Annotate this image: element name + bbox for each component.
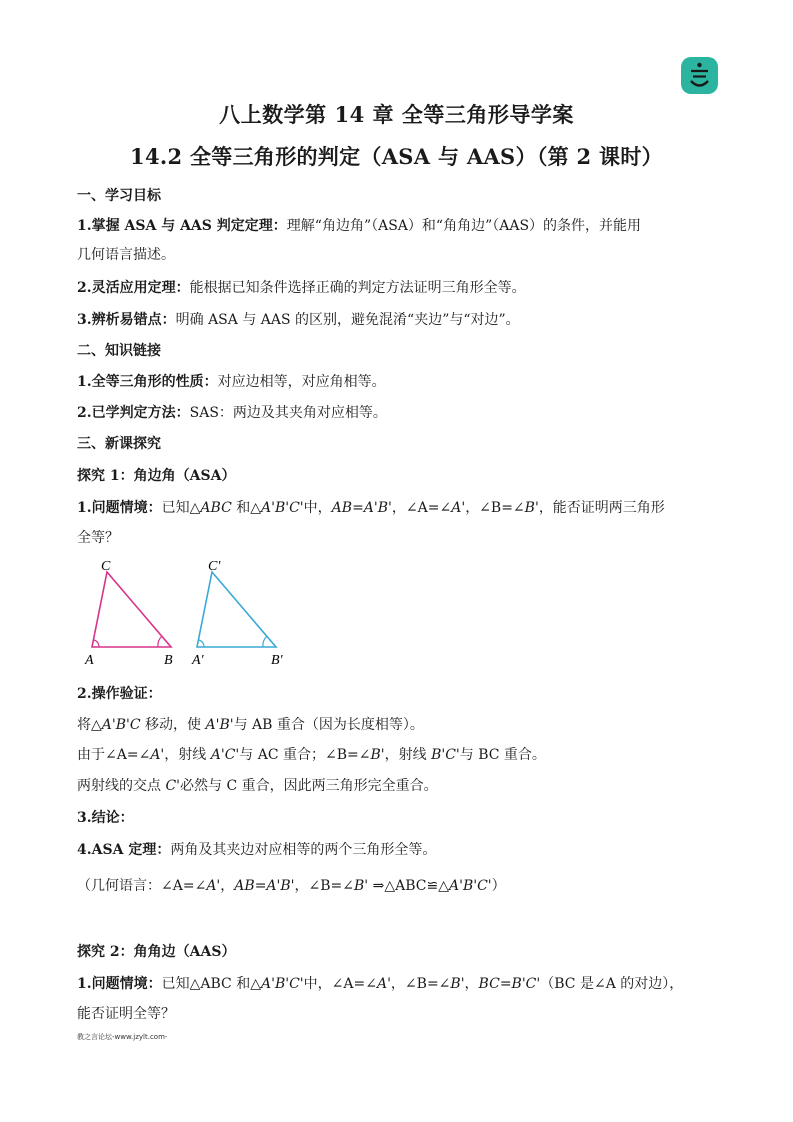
math: B' [450,976,465,992]
triangle-figure [80,556,300,671]
knowledge-2 [77,403,387,423]
math: A' [376,976,391,992]
triangle-abc-prime [197,572,276,647]
operation-1 [77,715,424,735]
goal-2-label: 2.灵活应用定理： [77,280,190,296]
text: 已知△ABC 和△ [161,976,261,992]
text: ，∠B=∠ [294,878,355,894]
math: A' [206,878,221,894]
text: = [499,976,512,992]
text: ） [491,878,506,894]
math: B'C' [431,747,460,763]
section-heading: 三、新课探究 [77,436,161,452]
section-heading: 一、学习目标 [77,188,161,204]
math: A' [451,500,466,516]
doc-subtitle: 14.2 全等三角形的判定（ASA 与 AAS）（第 2 课时） [130,144,663,169]
question-1-cont: 全等？ [77,530,119,546]
math: B' [524,500,539,516]
math: B'C' [511,976,541,992]
text: 必然与 C 重合，因此两三角形完全重合。 [180,778,438,794]
text: 将△ [77,717,102,733]
explore-2-title: 探究 2：角角边（AAS） [77,944,236,960]
knowledge-1-text: 对应边相等，对应角相等。 [217,374,386,390]
math: B' [370,747,385,763]
asa-theorem [77,840,436,860]
knowledge-2-text: SAS：两边及其夹角对应相等。 [189,405,387,421]
text: 已知△ [161,500,201,516]
text: ，∠A=∠ [391,500,452,516]
text: ， [464,976,479,992]
goal-1-label: 1.掌握 ASA 与 AAS 判定定理： [77,218,287,234]
math: A'B'C' [261,500,304,516]
text: 两射线的交点 [77,778,166,794]
goal-2 [77,278,526,298]
label-a: A [85,653,94,668]
math: A' [150,747,165,763]
math: A'B'C' [260,976,304,992]
operation-label: 2.操作验证： [77,686,162,702]
question-2 [77,974,683,994]
math: C' [165,778,181,794]
math: A'C' [210,747,240,763]
math: A'B' [363,500,392,516]
triangle-abc [92,572,171,647]
text: 与 AB 重合（因为长度相等）。 [233,717,424,733]
label-b: B [164,653,173,668]
text: ，射线 [164,747,211,763]
angle-mark-a-prime [199,640,204,647]
text: 中，∠A=∠ [303,976,377,992]
math: AB [331,500,353,516]
question-2-cont: 能否证明全等？ [77,1006,175,1022]
footer-watermark: 教之言论坛-www.jzylt.com- [77,1033,168,1041]
goal-1-cont: 几何语言描述。 [77,247,175,263]
goal-1-text: 理解“角边角”（ASA）和“角角边”（AAS）的条件，并能用 [286,218,642,234]
text: 与 AC 重合；∠B=∠ [239,747,371,763]
goal-1 [77,216,641,236]
geometric-language [77,876,506,896]
logo-icon [681,57,718,94]
text: = [352,500,364,516]
math: AB [234,878,255,894]
angle-mark-b [158,636,162,647]
text: ，∠B=∠ [465,500,525,516]
text: 由于∠A=∠ [77,747,151,763]
knowledge-1 [77,372,386,392]
question-label: 1.问题情境： [77,976,162,992]
math: BC [478,976,500,992]
operation-2 [77,745,546,765]
label-a-prime: A′ [192,653,204,668]
math: A'B'C [101,717,141,733]
theorem-text: 两角及其夹边对应相等的两个三角形全等。 [170,842,437,858]
math: ABC [200,500,232,516]
label-b-prime: B′ [271,653,283,668]
conclusion-label: 3.结论： [77,810,134,826]
explore-1-title: 探究 1：角边角（ASA） [77,468,236,484]
math: B' [354,878,369,894]
question-1 [77,498,665,518]
operation-3 [77,776,438,796]
knowledge-2-label: 2.已学判定方法： [77,405,190,421]
goal-2-text: 能根据已知条件选择正确的判定方法证明三角形全等。 [189,280,526,296]
goal-3 [77,310,520,330]
text: ⇒△ABC≌△ [368,878,449,894]
text: 与 BC 重合。 [459,747,546,763]
text: = [254,878,267,894]
text: ，∠B=∠ [390,976,451,992]
angle-mark-a [94,640,99,647]
theorem-label: 4.ASA 定理： [77,842,171,858]
label-c-prime: C′ [208,559,221,574]
text: （BC 是∠A 的对边）， [540,976,684,992]
math: A'B' [205,717,234,733]
label-c: C [101,559,111,574]
question-label: 1.问题情境： [77,500,162,516]
text: （几何语言：∠A=∠ [77,878,207,894]
goal-3-label: 3.辨析易错点： [77,312,176,328]
knowledge-1-label: 1.全等三角形的性质： [77,374,218,390]
angle-mark-b-prime [263,636,267,647]
section-heading: 二、知识链接 [77,343,161,359]
goal-3-text: 明确 ASA 与 AAS 的区别，避免混淆“夹边”与“对边”。 [175,312,520,328]
text: 和△ [231,500,261,516]
text: ， [220,878,235,894]
doc-title: 八上数学第 14 章 全等三角形导学案 [219,102,574,127]
text: 移动，使 [140,717,206,733]
math: A'B'C' [448,878,492,894]
text: ，能否证明两三角形 [538,500,665,516]
math: A'B' [266,878,295,894]
text: 中， [303,500,332,516]
text: ，射线 [384,747,432,763]
